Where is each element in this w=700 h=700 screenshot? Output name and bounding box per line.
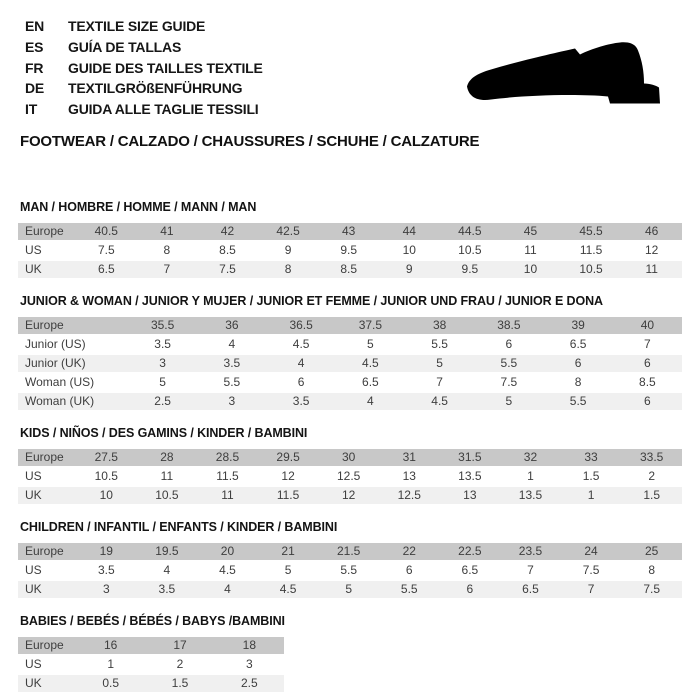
size-cell: 6.5: [544, 336, 613, 353]
size-cell: 13: [440, 487, 501, 504]
size-cell: 4.5: [197, 562, 258, 579]
size-cell: 1: [561, 487, 622, 504]
size-cell: 33.5: [621, 449, 682, 466]
row-label: US: [18, 468, 76, 485]
size-row: [18, 374, 682, 391]
row-label: UK: [18, 581, 76, 598]
size-cell: 5.5: [197, 374, 266, 391]
size-cell: 9.5: [318, 242, 379, 259]
row-label: Woman (UK): [18, 393, 128, 410]
size-cell: 5: [336, 336, 405, 353]
size-cell: 8.5: [613, 374, 682, 391]
size-cell: 7.5: [474, 374, 543, 391]
size-cell: 5.5: [405, 336, 474, 353]
language-title: TEXTILE SIZE GUIDE: [68, 18, 206, 34]
size-cell: 4: [336, 393, 405, 410]
size-row: [18, 543, 682, 560]
size-cell: 29.5: [258, 449, 319, 466]
section-title: KIDS / NIÑOS / DES GAMINS / KINDER / BAMBINI: [20, 425, 308, 440]
row-label: UK: [18, 675, 76, 692]
size-cell: 20: [197, 543, 258, 560]
babies-size-table: [18, 635, 284, 694]
size-cell: 11.5: [258, 487, 319, 504]
size-cell: 10: [76, 487, 137, 504]
size-cell: 45.5: [561, 223, 622, 240]
size-cell: 12: [258, 468, 319, 485]
size-cell: 4.5: [336, 355, 405, 372]
size-cell: 6: [379, 562, 440, 579]
row-label: Europe: [18, 223, 76, 240]
size-cell: 9: [379, 261, 440, 278]
size-cell: 46: [621, 223, 682, 240]
section-children: [18, 520, 682, 600]
language-title: TEXTILGRÖßENFÜHRUNG: [68, 80, 243, 97]
size-cell: 8: [258, 261, 319, 278]
size-cell: 6: [613, 393, 682, 410]
size-cell: 44: [379, 223, 440, 240]
size-cell: 7: [500, 562, 561, 579]
size-cell: 8: [544, 374, 613, 391]
size-cell: 13.5: [440, 468, 501, 485]
section-kids: [18, 426, 682, 506]
row-label: Junior (UK): [18, 355, 128, 372]
size-cell: 40.5: [76, 223, 137, 240]
size-cell: 7.5: [197, 261, 258, 278]
size-cell: 16: [76, 637, 145, 654]
size-cell: 1: [76, 656, 145, 673]
size-row: [18, 656, 284, 673]
dress-shoe-icon: [463, 40, 663, 107]
size-cell: 5: [405, 355, 474, 372]
size-cell: 6.5: [76, 261, 137, 278]
size-cell: 3: [128, 355, 197, 372]
size-cell: 1: [500, 468, 561, 485]
size-cell: 6.5: [440, 562, 501, 579]
kids-size-table: [18, 447, 682, 506]
row-label: US: [18, 656, 76, 673]
size-cell: 2.5: [128, 393, 197, 410]
row-label: US: [18, 562, 76, 579]
size-cell: 6: [474, 336, 543, 353]
size-cell: 11: [137, 468, 198, 485]
size-cell: 8: [137, 242, 198, 259]
size-cell: 6: [544, 355, 613, 372]
size-cell: 7.5: [76, 242, 137, 259]
size-cell: 10.5: [76, 468, 137, 485]
language-code: ES: [25, 38, 44, 55]
size-cell: 2.5: [215, 675, 284, 692]
size-cell: 4.5: [405, 393, 474, 410]
row-label: UK: [18, 487, 76, 504]
size-cell: 6: [267, 374, 336, 391]
size-cell: 5.5: [474, 355, 543, 372]
size-row: [18, 317, 682, 334]
size-cell: 13: [379, 468, 440, 485]
size-cell: 11: [500, 242, 561, 259]
size-cell: 10.5: [561, 261, 622, 278]
size-cell: 2: [621, 468, 682, 485]
size-cell: 9: [258, 242, 319, 259]
size-cell: 18: [215, 637, 284, 654]
size-cell: 1.5: [621, 487, 682, 504]
row-label: Europe: [18, 637, 76, 654]
size-cell: 7: [561, 581, 622, 598]
size-cell: 11.5: [197, 468, 258, 485]
size-cell: 9.5: [440, 261, 501, 278]
size-cell: 28.5: [197, 449, 258, 466]
size-cell: 10.5: [440, 242, 501, 259]
section-junior-woman: [18, 294, 682, 412]
size-cell: 7: [137, 261, 198, 278]
section-man: [18, 200, 682, 280]
size-cell: 22: [379, 543, 440, 560]
size-cell: 1.5: [145, 675, 214, 692]
language-code: IT: [25, 101, 38, 118]
size-cell: 3: [215, 656, 284, 673]
size-cell: 5: [258, 562, 319, 579]
size-cell: 12.5: [379, 487, 440, 504]
size-cell: 4.5: [267, 336, 336, 353]
size-cell: 12.5: [318, 468, 379, 485]
size-row: [18, 355, 682, 372]
size-cell: 11: [621, 261, 682, 278]
category-heading: FOOTWEAR / CALZADO / CHAUSSURES / SCHUHE / CALZATURE: [20, 132, 480, 150]
size-cell: 42: [197, 223, 258, 240]
size-cell: 4: [197, 336, 266, 353]
size-cell: 42.5: [258, 223, 319, 240]
size-cell: 7.5: [561, 562, 622, 579]
row-label: Europe: [18, 449, 76, 466]
size-cell: 6: [440, 581, 501, 598]
size-cell: 43: [318, 223, 379, 240]
row-label: US: [18, 242, 76, 259]
section-title: MAN / HOMBRE / HOMME / MANN / MAN: [20, 199, 257, 214]
size-cell: 7: [613, 336, 682, 353]
section-title: BABIES / BEBÉS / BÉBÉS / BABYS /BAMBINI: [20, 613, 285, 628]
size-cell: 39: [544, 317, 613, 334]
size-row: [18, 581, 682, 598]
size-row: [18, 487, 682, 504]
junior-woman-size-table: [18, 315, 682, 412]
size-row: [18, 261, 682, 278]
size-cell: 31.5: [440, 449, 501, 466]
size-cell: 12: [621, 242, 682, 259]
language-title: GUÍA DE TALLAS: [68, 38, 182, 55]
language-title: GUIDE DES TAILLES TEXTILE: [68, 59, 263, 76]
language-code: EN: [25, 18, 45, 34]
man-size-table: [18, 221, 682, 280]
size-cell: 21: [258, 543, 319, 560]
size-cell: 5.5: [544, 393, 613, 410]
size-row: [18, 336, 682, 353]
size-cell: 38: [405, 317, 474, 334]
size-cell: 6.5: [500, 581, 561, 598]
language-title: GUIDA ALLE TAGLIE TESSILI: [68, 101, 259, 118]
size-cell: 11.5: [561, 242, 622, 259]
size-cell: 8.5: [197, 242, 258, 259]
size-row: [18, 468, 682, 485]
size-cell: 17: [145, 637, 214, 654]
size-cell: 21.5: [318, 543, 379, 560]
section-title: CHILDREN / INFANTIL / ENFANTS / KINDER / BAMBINI: [20, 519, 338, 534]
language-code: DE: [25, 80, 45, 97]
language-row-en: [18, 16, 682, 37]
size-cell: 3.5: [76, 562, 137, 579]
size-cell: 19: [76, 543, 137, 560]
size-cell: 45: [500, 223, 561, 240]
section-title: JUNIOR & WOMAN / JUNIOR Y MUJER / JUNIOR ET FEMME / JUNIOR UND FRAU / JUNIOR E DONA: [20, 293, 603, 308]
size-cell: 10: [500, 261, 561, 278]
size-cell: 32: [500, 449, 561, 466]
size-cell: 4.5: [258, 581, 319, 598]
size-cell: 5: [318, 581, 379, 598]
size-cell: 13.5: [500, 487, 561, 504]
size-cell: 23.5: [500, 543, 561, 560]
size-cell: 0.5: [76, 675, 145, 692]
size-cell: 2: [145, 656, 214, 673]
size-cell: 3.5: [267, 393, 336, 410]
size-cell: 31: [379, 449, 440, 466]
size-cell: 44.5: [440, 223, 501, 240]
size-cell: 4: [197, 581, 258, 598]
row-label: Europe: [18, 543, 76, 560]
section-babies: [18, 614, 682, 694]
size-row: [18, 223, 682, 240]
size-cell: 30: [318, 449, 379, 466]
row-label: Woman (US): [18, 374, 128, 391]
size-cell: 3.5: [197, 355, 266, 372]
children-size-table: [18, 541, 682, 600]
row-label: Europe: [18, 317, 128, 334]
size-row: [18, 562, 682, 579]
size-cell: 38.5: [474, 317, 543, 334]
size-cell: 36.5: [267, 317, 336, 334]
size-cell: 19.5: [137, 543, 198, 560]
size-cell: 8: [621, 562, 682, 579]
size-cell: 3: [76, 581, 137, 598]
language-code: FR: [25, 59, 44, 76]
size-cell: 3: [197, 393, 266, 410]
size-cell: 28: [137, 449, 198, 466]
size-cell: 12: [318, 487, 379, 504]
size-cell: 37.5: [336, 317, 405, 334]
size-cell: 22.5: [440, 543, 501, 560]
size-cell: 5: [128, 374, 197, 391]
size-row: [18, 675, 284, 692]
size-cell: 11: [197, 487, 258, 504]
size-row: [18, 449, 682, 466]
size-cell: 10: [379, 242, 440, 259]
size-cell: 6.5: [336, 374, 405, 391]
size-cell: 8.5: [318, 261, 379, 278]
size-cell: 6: [613, 355, 682, 372]
size-cell: 25: [621, 543, 682, 560]
size-row: [18, 637, 284, 654]
size-cell: 5.5: [379, 581, 440, 598]
size-cell: 4: [267, 355, 336, 372]
size-cell: 40: [613, 317, 682, 334]
size-cell: 33: [561, 449, 622, 466]
size-row: [18, 393, 682, 410]
size-cell: 1.5: [561, 468, 622, 485]
size-cell: 5.5: [318, 562, 379, 579]
size-cell: 36: [197, 317, 266, 334]
size-cell: 35.5: [128, 317, 197, 334]
row-label: Junior (US): [18, 336, 128, 353]
size-cell: 4: [137, 562, 198, 579]
size-cell: 7.5: [621, 581, 682, 598]
size-cell: 27.5: [76, 449, 137, 466]
size-cell: 3.5: [137, 581, 198, 598]
size-cell: 3.5: [128, 336, 197, 353]
size-cell: 7: [405, 374, 474, 391]
size-tables: [18, 200, 682, 694]
size-cell: 10.5: [137, 487, 198, 504]
row-label: UK: [18, 261, 76, 278]
size-cell: 24: [561, 543, 622, 560]
size-cell: 5: [474, 393, 543, 410]
size-cell: 41: [137, 223, 198, 240]
size-row: [18, 242, 682, 259]
